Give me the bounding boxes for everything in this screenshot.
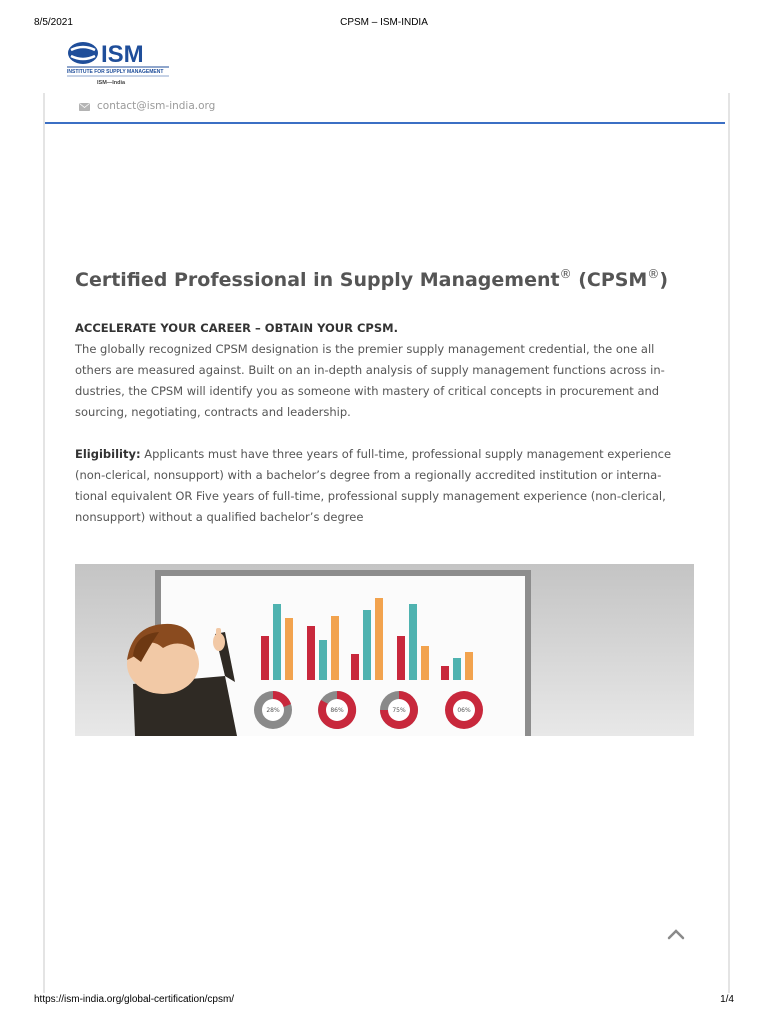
print-page-number: 1/4 — [720, 994, 734, 1005]
page-frame — [43, 93, 730, 993]
donut-label: 75% — [392, 707, 406, 714]
logo-brand: ISM — [101, 41, 144, 68]
presenter-figure — [127, 624, 237, 736]
hero-illustration — [75, 564, 694, 736]
logo-tagline: INSTITUTE FOR SUPPLY MANAGEMENT — [67, 69, 164, 75]
intro-line: others are measured against. Built on an in-depth analysis of supply management functions across in- — [75, 363, 665, 377]
intro-line: dustries, the CPSM will identify you as someone with mastery of critical concepts in procurement and — [75, 384, 660, 398]
page-title-close: ) — [659, 269, 669, 291]
eligibility-text: Applicants must have three years of full-time, professional supply management experience — [140, 447, 672, 461]
print-date: 8/5/2021 — [34, 17, 73, 28]
intro-line: The globally recognized CPSM designation is the premier supply management credential, the one all — [75, 342, 655, 356]
logo-subtitle: ISM—India — [97, 80, 126, 86]
page-title-paren: (CPSM — [571, 269, 648, 291]
page-title-text: Certified Professional in Supply Management — [75, 269, 560, 291]
registered-mark: ® — [559, 267, 572, 281]
eligibility-line: tional equivalent OR Five years of full-time, professional supply management experience (non-clerical, — [75, 489, 666, 503]
presenter-whiteboard-illustration — [75, 564, 694, 736]
ism-logo[interactable] — [67, 40, 171, 90]
page-title — [75, 267, 668, 291]
print-url: https://ism-india.org/global-certification/cpsm/ — [34, 994, 235, 1005]
donut-label: 28% — [266, 707, 280, 714]
eligibility-label: Eligibility: — [75, 447, 141, 461]
print-title: CPSM – ISM-INDIA — [340, 17, 428, 28]
donut-label: 06% — [457, 707, 471, 714]
eligibility-line: (non-clerical, nonsupport) with a bachelor’s degree from a regionally accredited institution or interna- — [75, 468, 662, 482]
contact-bar — [45, 94, 725, 124]
contact-email-link[interactable]: contact@ism-india.org — [97, 100, 216, 112]
chevron-up-icon[interactable] — [666, 927, 686, 941]
cpsm-description — [75, 318, 695, 528]
ism-logo-mark — [67, 40, 171, 90]
career-tagline: ACCELERATE YOUR CAREER – OBTAIN YOUR CPSM. — [75, 321, 398, 335]
eligibility-line: nonsupport) without a qualified bachelor’s degree — [75, 510, 364, 524]
registered-mark: ® — [647, 267, 660, 281]
donut-label: 86% — [330, 707, 344, 714]
mail-icon — [79, 103, 90, 111]
intro-line: sourcing, negotiating, contracts and leadership. — [75, 405, 351, 419]
eligibility-line — [75, 444, 695, 465]
